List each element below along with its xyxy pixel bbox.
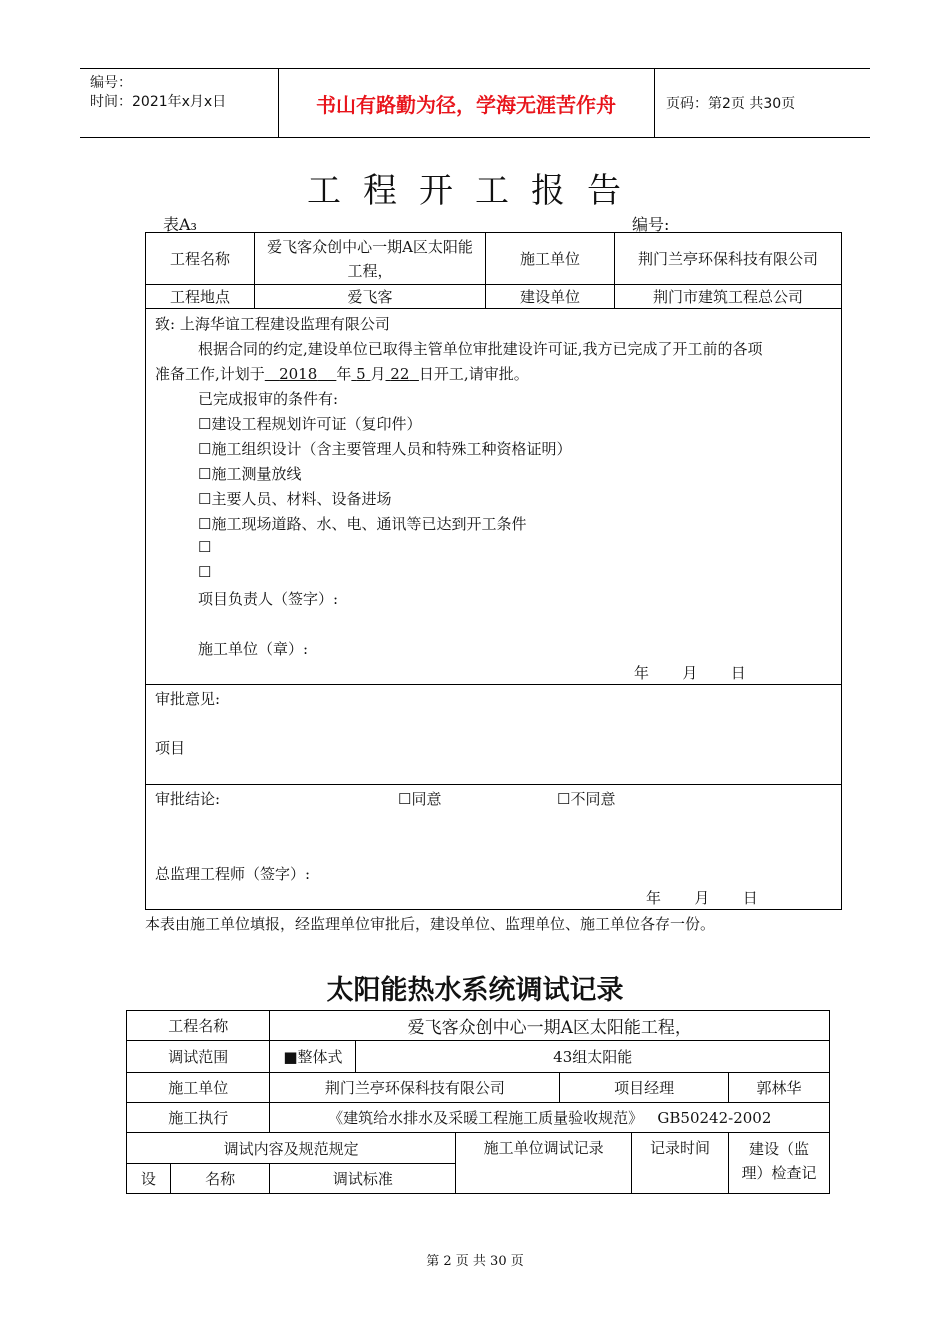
conditions-label: 已完成报审的条件有: — [198, 390, 339, 408]
project-location-label: 工程地点 — [146, 285, 255, 309]
header-motto: 书山有路勤为径，学海无涯苦作舟 — [278, 69, 655, 137]
condition-item: ☐施工现场道路、水、电、通讯等已达到开工条件 — [198, 515, 527, 533]
report-number-label: 编号: — [632, 215, 670, 234]
page-footer: 第 2 页 共 30 页 — [426, 1254, 524, 1269]
col-content-header: 调试内容及规范规定 — [127, 1133, 456, 1164]
project-location-value: 爱飞客 — [255, 285, 486, 309]
pm-signature-label: 项目负责人（签字）: — [198, 590, 339, 608]
sub-device-header: 设 — [127, 1164, 171, 1194]
date-blank: 年 月 日 — [634, 664, 746, 682]
approval-conclusion-label: 审批结论: — [155, 790, 221, 808]
day-suffix: 日开工,请审批。 — [418, 365, 529, 383]
condition-item: ☐主要人员、材料、设备进场 — [198, 490, 392, 508]
application-section — [145, 309, 842, 685]
approval-conclusion-section — [145, 784, 842, 910]
condition-item: ☐施工测量放线 — [198, 465, 302, 483]
form-code: 表A₃ — [163, 215, 197, 234]
debug-exec-label: 施工执行 — [127, 1103, 270, 1133]
debug-scope-type: ■整体式 — [270, 1041, 356, 1073]
debug-record-table — [126, 1010, 830, 1194]
start-month: 5 — [356, 365, 366, 383]
body-line-2-prefix: 准备工作,计划于 — [155, 365, 265, 383]
debug-unit-label: 施工单位 — [127, 1073, 270, 1103]
debug-manager-label: 项目经理 — [560, 1073, 729, 1103]
date-blank-2: 年 月 日 — [646, 889, 758, 907]
report-note: 本表由施工单位填报，经监理单位审批后，建设单位、监理单位、施工单位各存一份。 — [145, 915, 716, 933]
project-name-value: 爱飞客众创中心一期A区太阳能工程， — [255, 233, 486, 285]
approval-opinion-section — [145, 684, 842, 785]
body-line-1: 根据合同的约定,建设单位已取得主管单位审批建设许可证,我方已完成了开工前的各项 — [198, 340, 763, 358]
debug-project-name-label: 工程名称 — [127, 1011, 270, 1041]
header-number-label: 编号： — [90, 75, 132, 91]
builder-unit-label: 建设单位 — [486, 285, 615, 309]
debug-unit-value: 荆门兰亭环保科技有限公司 — [270, 1073, 560, 1103]
col-record-header: 施工单位调试记录 — [456, 1133, 632, 1194]
sub-name-header: 名称 — [170, 1164, 270, 1194]
project-name-label: 工程名称 — [146, 233, 255, 285]
month-suffix: 月 — [370, 365, 386, 383]
header-meta — [80, 69, 279, 137]
page-header — [80, 68, 870, 138]
to-line: 致: 上海华谊工程建设监理有限公司 — [155, 315, 390, 333]
col-check-header: 建设（监理）检查记 — [729, 1133, 830, 1194]
condition-item: ☐ — [198, 563, 212, 581]
condition-item: ☐建设工程规划许可证（复印件） — [198, 415, 422, 433]
start-year: 2018 — [279, 365, 318, 383]
header-time-label: 时间：2021年x月x日 — [90, 94, 227, 110]
construction-unit-label: 施工单位 — [486, 233, 615, 285]
construction-unit-value: 荆门兰亭环保科技有限公司 — [615, 233, 842, 285]
debug-scope-label: 调试范围 — [127, 1041, 270, 1073]
report-title: 工程开工报告 — [307, 171, 643, 211]
agree-checkbox[interactable]: ☐同意 — [398, 790, 442, 808]
chief-signature-label: 总监理工程师（签字）: — [155, 865, 311, 883]
report-info-table — [145, 232, 842, 309]
debug-scope-value: 43组太阳能 — [356, 1041, 830, 1073]
project-word: 项目 — [155, 739, 186, 757]
disagree-checkbox[interactable]: ☐不同意 — [557, 790, 616, 808]
debug-project-name-value: 爱飞客众创中心一期A区太阳能工程， — [270, 1011, 830, 1041]
sub-standard-header: 调试标准 — [270, 1164, 456, 1194]
start-day: 22 — [390, 365, 410, 383]
condition-item: ☐施工组织设计（含主要管理人员和特殊工种资格证明） — [198, 440, 572, 458]
approval-opinion-label: 审批意见: — [155, 690, 221, 708]
condition-item: ☐ — [198, 538, 212, 556]
year-suffix: 年 — [336, 365, 352, 383]
builder-unit-value: 荆门市建筑工程总公司 — [615, 285, 842, 309]
debug-record-title: 太阳能热水系统调试记录 — [326, 975, 624, 1006]
header-page-info: 页码：第2页 共30页 — [666, 96, 796, 112]
debug-exec-value: 《建筑给水排水及采暖工程施工质量验收规范》 GB50242-2002 — [270, 1103, 830, 1133]
body-line-2 — [155, 363, 529, 384]
col-time-header: 记录时间 — [632, 1133, 729, 1194]
unit-seal-label: 施工单位（章）: — [198, 640, 309, 658]
debug-manager-value: 郭林华 — [729, 1073, 830, 1103]
